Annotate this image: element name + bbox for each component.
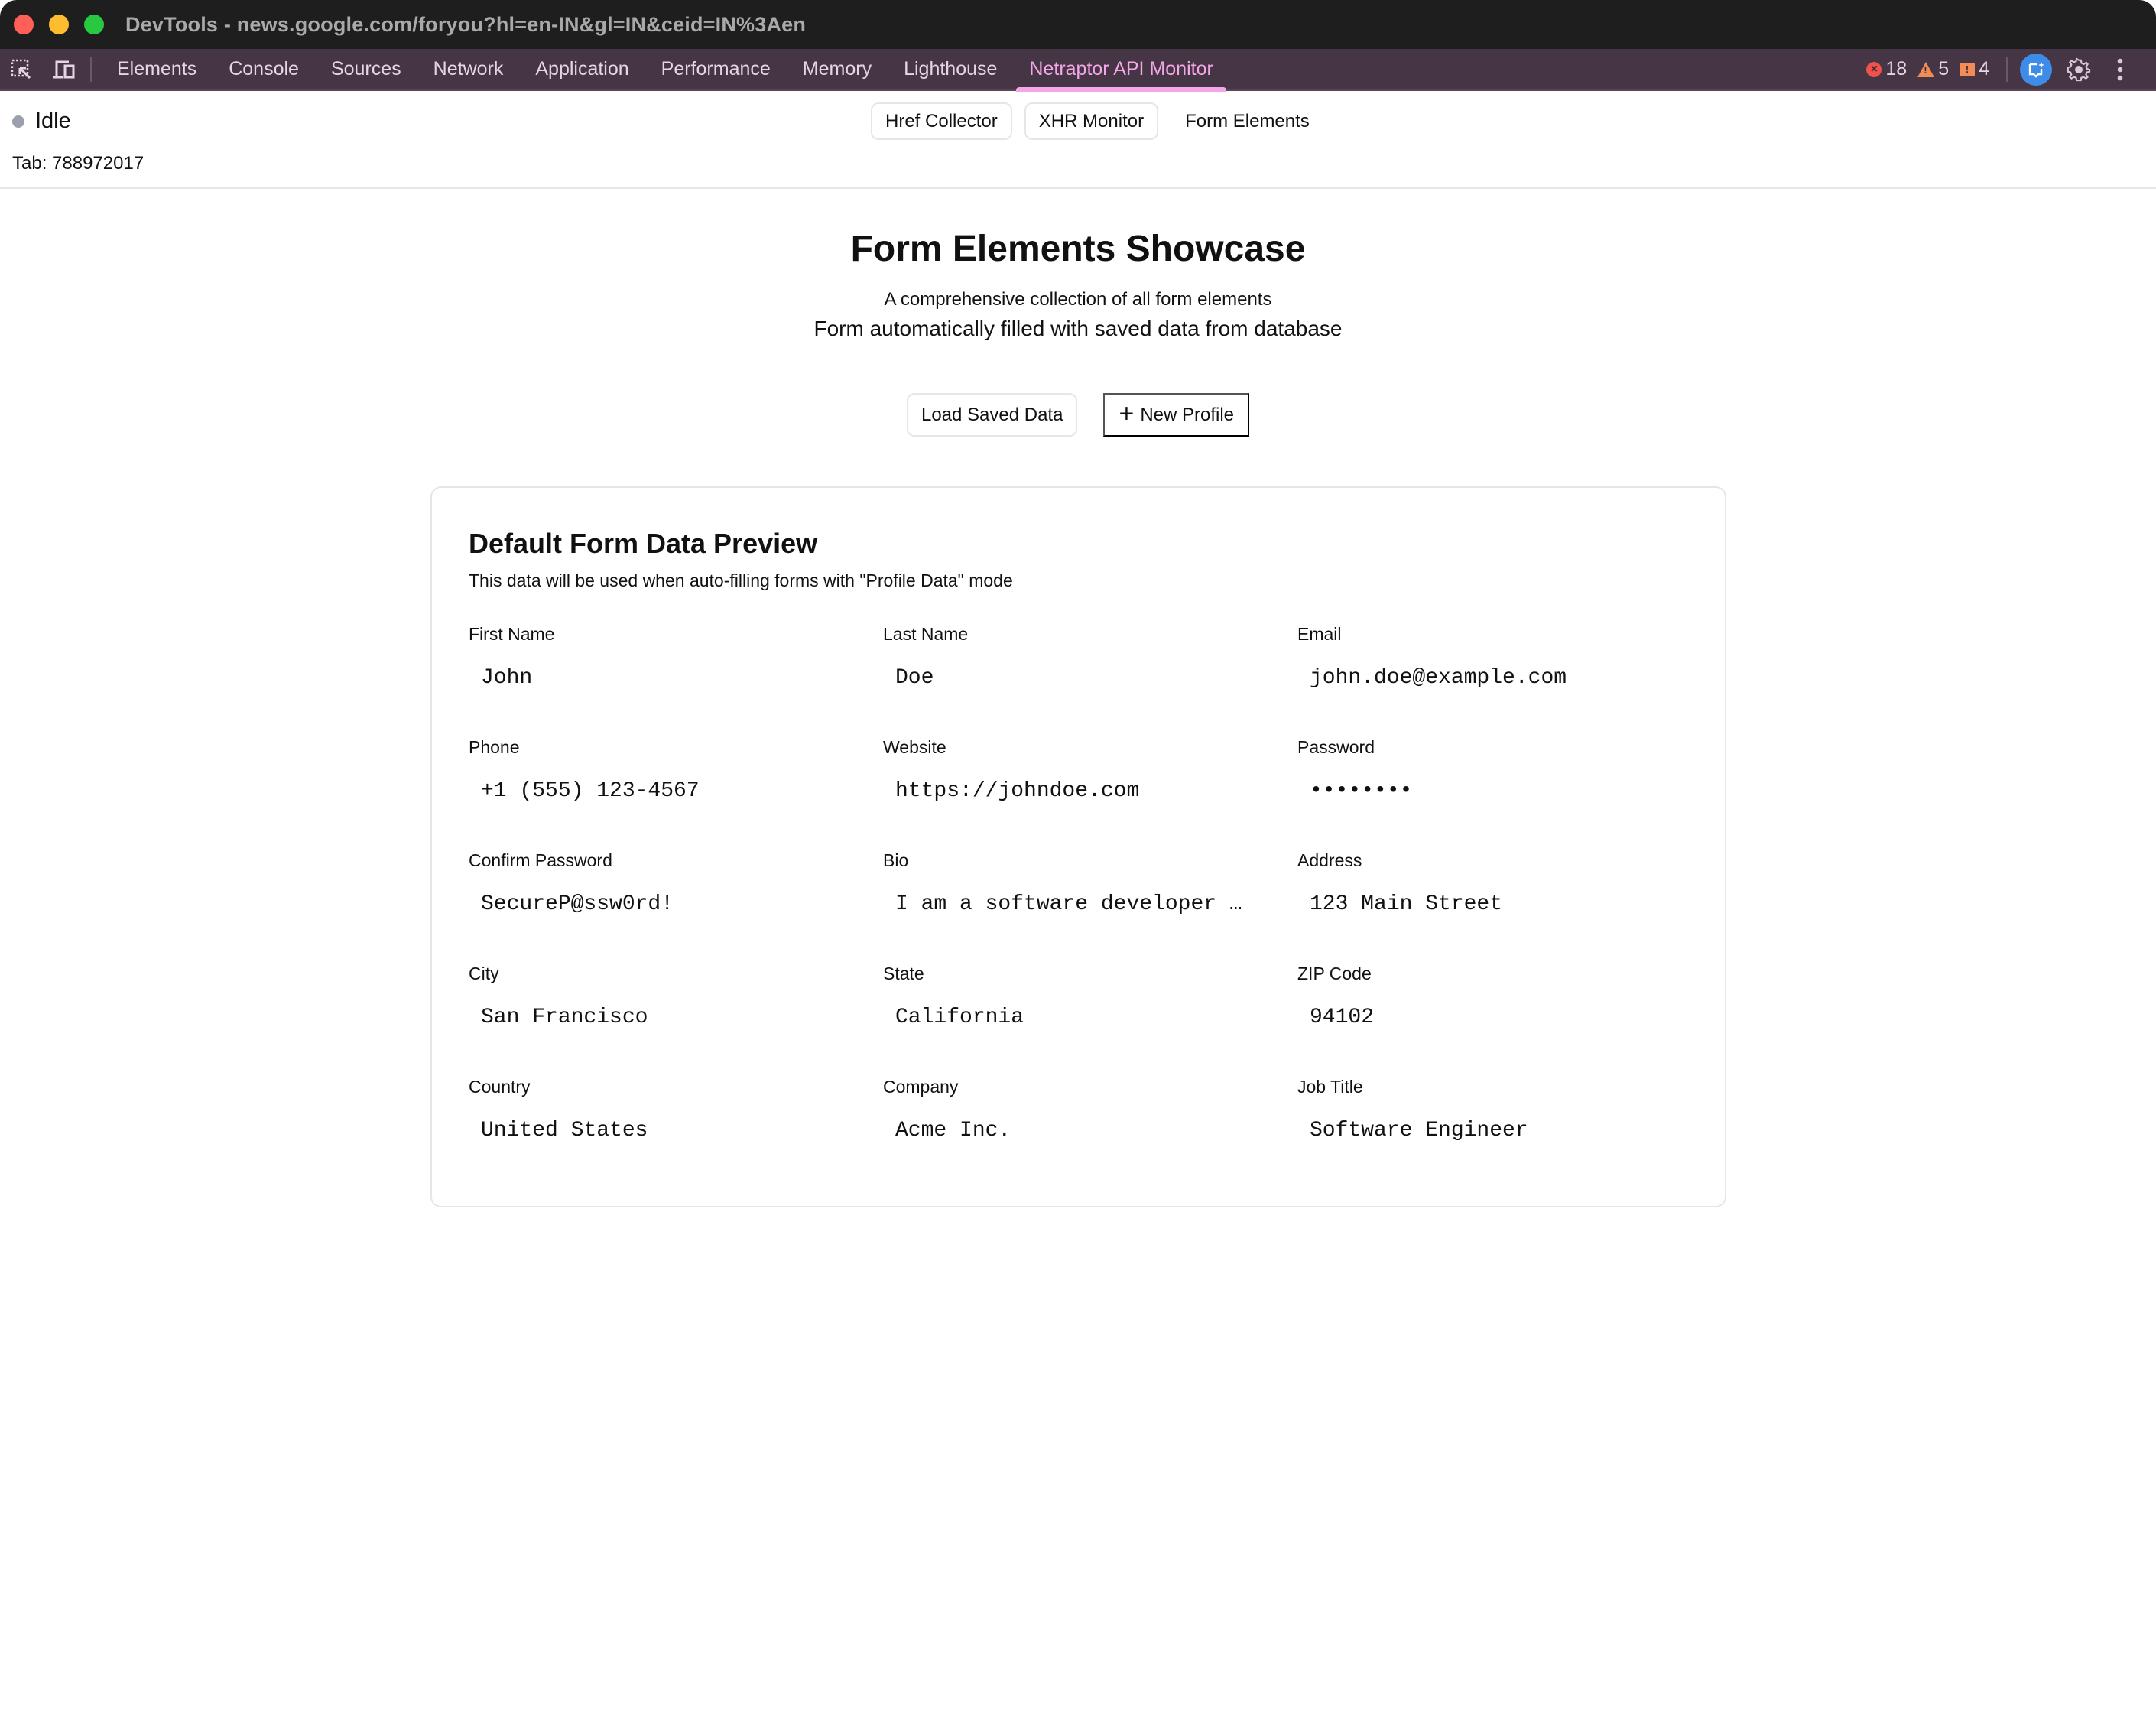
email-value[interactable]: john.doe@example.com: [1310, 665, 1567, 690]
field-country: [469, 1077, 883, 1190]
devtools-toolbar-right: [1866, 48, 2156, 90]
field-label: Company: [883, 1077, 959, 1097]
tab-memory[interactable]: Memory: [802, 58, 872, 80]
preview-fields-grid: [469, 624, 1715, 1190]
field-label: Job Title: [1297, 1077, 1363, 1097]
field-label: Email: [1297, 624, 1342, 644]
zoom-window-button[interactable]: [84, 15, 104, 34]
website-value[interactable]: https://johndoe.com: [895, 778, 1140, 803]
form-data-preview-card: [430, 486, 1726, 1207]
close-window-button[interactable]: [14, 15, 34, 34]
field-label: First Name: [469, 624, 555, 644]
card-title: Default Form Data Preview: [469, 528, 818, 559]
toolbar-divider: [2006, 57, 2008, 82]
warning-counter[interactable]: [1917, 58, 1949, 80]
tab-console[interactable]: Console: [229, 58, 299, 80]
minimize-window-button[interactable]: [49, 15, 69, 34]
first-name-value[interactable]: John: [481, 665, 533, 690]
new-profile-button[interactable]: [1103, 393, 1249, 437]
field-label: Password: [1297, 737, 1375, 757]
country-value[interactable]: United States: [481, 1118, 648, 1142]
ai-assistance-icon[interactable]: [2020, 54, 2052, 86]
issue-count: 4: [1979, 58, 1989, 80]
tab-lighthouse[interactable]: Lighthouse: [904, 58, 998, 80]
tab-network[interactable]: Network: [433, 58, 504, 80]
autofill-note: Form automatically filled with saved data from database: [813, 317, 1343, 340]
issue-icon: !: [1960, 63, 1975, 76]
field-label: ZIP Code: [1297, 964, 1372, 983]
window-titlebar: [0, 0, 2156, 49]
window-controls: [14, 15, 104, 34]
devtools-toolbar: [0, 49, 2156, 91]
company-value[interactable]: Acme Inc.: [895, 1118, 1011, 1142]
extension-tabs: [871, 102, 1324, 140]
gear-icon[interactable]: [2063, 54, 2095, 86]
new-profile-label: New Profile: [1140, 404, 1235, 425]
field-label: Country: [469, 1077, 531, 1097]
device-toolbar-icon[interactable]: [43, 48, 86, 90]
status-dot-icon: [12, 115, 24, 128]
tab-performance[interactable]: Performance: [661, 58, 771, 80]
warning-icon: [1917, 62, 1934, 77]
field-label: Last Name: [883, 624, 969, 644]
field-label: City: [469, 964, 499, 983]
error-icon: ×: [1866, 62, 1882, 77]
tab-href-collector[interactable]: Href Collector: [871, 102, 1012, 140]
field-bio: [883, 850, 1297, 964]
load-saved-data-button[interactable]: Load Saved Data: [907, 393, 1077, 437]
field-first-name: [469, 624, 883, 737]
field-phone: [469, 737, 883, 850]
field-label: Bio: [883, 850, 909, 870]
field-email: [1297, 624, 1712, 737]
field-job-title: [1297, 1077, 1712, 1190]
field-label: Phone: [469, 737, 520, 757]
field-address: [1297, 850, 1712, 964]
tab-id: Tab: 788972017: [12, 153, 144, 174]
city-value[interactable]: San Francisco: [481, 1005, 648, 1029]
tab-xhr-monitor[interactable]: XHR Monitor: [1024, 102, 1158, 140]
state-value[interactable]: California: [895, 1005, 1024, 1029]
confirm-password-value[interactable]: SecureP@ssw0rd!: [481, 892, 674, 916]
field-last-name: [883, 624, 1297, 737]
last-name-value[interactable]: Doe: [895, 665, 934, 690]
tab-netraptor-api-monitor[interactable]: Netraptor API Monitor: [1013, 48, 1229, 90]
field-password: [1297, 737, 1712, 850]
field-zip-code: [1297, 964, 1712, 1077]
inspect-element-icon[interactable]: [0, 48, 43, 90]
card-description: This data will be used when auto-filling forms with "Profile Data" mode: [469, 570, 1013, 590]
page-actions: [0, 393, 2156, 437]
error-counter[interactable]: [1866, 58, 1907, 80]
page-subtitle: A comprehensive collection of all form elements: [884, 289, 1272, 310]
plus-icon: +: [1119, 399, 1135, 428]
window-title: DevTools - news.google.com/foryou?hl=en-IN&gl=IN&ceid=IN%3Aen: [125, 12, 807, 36]
status-text: Idle: [35, 109, 71, 133]
field-website: [883, 737, 1297, 850]
job-title-value[interactable]: Software Engineer: [1310, 1118, 1528, 1142]
bio-value[interactable]: I am a software developer …: [895, 892, 1242, 916]
error-count: 18: [1885, 58, 1908, 80]
phone-value[interactable]: +1 (555) 123-4567: [481, 778, 700, 803]
issues-counter[interactable]: [1960, 58, 1989, 80]
field-label: Website: [883, 737, 946, 757]
field-label: State: [883, 964, 924, 983]
field-confirm-password: [469, 850, 883, 964]
status-indicator: [12, 109, 71, 134]
tab-application[interactable]: Application: [535, 58, 629, 80]
zip-code-value[interactable]: 94102: [1310, 1005, 1375, 1029]
password-value[interactable]: ••••••••: [1310, 778, 1413, 803]
tab-sources[interactable]: Sources: [330, 58, 401, 80]
tab-form-elements[interactable]: Form Elements: [1171, 102, 1324, 140]
more-vert-icon[interactable]: [2104, 54, 2136, 86]
field-label: Address: [1297, 850, 1362, 870]
field-state: [883, 964, 1297, 1077]
warning-count: 5: [1938, 58, 1950, 80]
address-value[interactable]: 123 Main Street: [1310, 892, 1503, 916]
field-label: Confirm Password: [469, 850, 612, 870]
toolbar-divider: [90, 57, 92, 82]
field-city: [469, 964, 883, 1077]
field-company: [883, 1077, 1297, 1190]
tab-elements[interactable]: Elements: [117, 58, 197, 80]
page-title: Form Elements Showcase: [850, 229, 1306, 269]
extension-header: [0, 92, 2156, 189]
